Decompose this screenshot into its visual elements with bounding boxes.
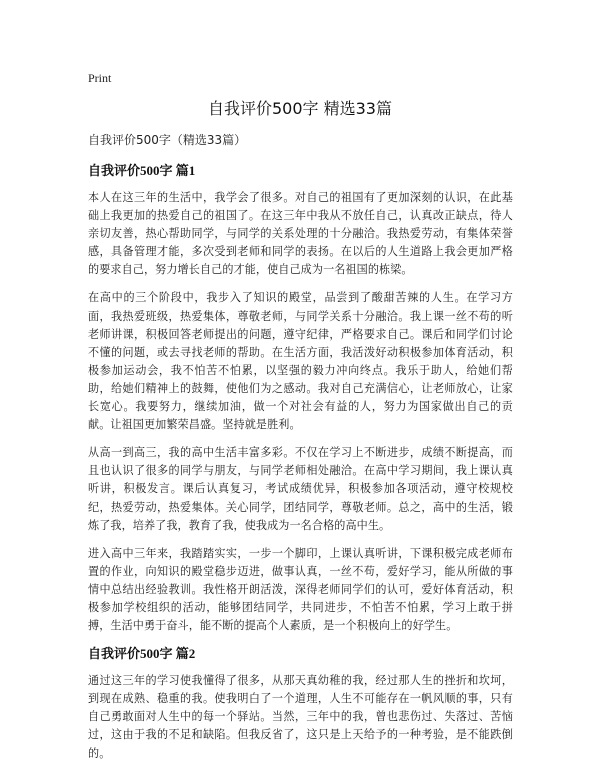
document-subtitle: 自我评价500字（精选33篇） <box>88 133 247 147</box>
section-1 <box>88 162 513 635</box>
section-heading: 自我评价500字 篇1 <box>88 163 196 178</box>
paragraph: 进入高中三年来，我踏踏实实，一步一个脚印，上课认真听讲，下课积极完成老师布置的作业，向知识的殿堂稳步迈进，做事认真，一丝不苟，爱好学习，能从所做的事情中总结出经验教训。我性格开朗活泼，深得老师同学们的认可，爱好体育活动，积极参加学校组织的活动，能够团结同学，共同进步，不怕苦不怕累，学习上敢于拼搏，生活中勇于奋斗，能不断的提高个人素质，是一个积极向上的好学生。 <box>88 546 513 633</box>
document-body <box>88 131 513 773</box>
section-heading: 自我评价500字 篇2 <box>88 646 196 662</box>
paragraph: 从高一到高三，我的高中生活丰富多彩。不仅在学习上不断进步，成绩不断提高，而且也认识了很多的同学与朋友，与同学老师相处融洽。在高中学习期间，我上课认真听讲，积极发言。课后认真复习，考试成绩优异，积极参加各项活动，遵守校规校纪，热爱劳动，热爱集体。关心同学，团结同学，尊敬老师。总之，高中的生活，锻炼了我，培养了我，教育了我，使我成为一名合格的高中生。 <box>88 446 513 532</box>
paragraph: 在高中的三个阶段中，我步入了知识的殿堂，品尝到了酸甜苦辣的人生。在学习方面，我热爱班级，热爱集体，尊敬老师，与同学关系十分融洽。我上课一丝不苟的听老师讲课，积极回答老师提出的问题，遵守纪律，严格要求自己。课后和同学们讨论不懂的问题，或去寻找老师的帮助。在生活方面，我活泼好动积极参加体育活动，积极参加运动会，我不怕苦不怕累，以坚强的毅力冲向终点。我乐于助人，给她们帮助，给她们精神上的鼓舞，使他们为之感动。我对自己充满信心，让老师放心，让家长宽心。我要努力，继续加油，做一个对社会有益的人，努力为国家做出自己的贡献。让祖国更加繁荣昌盛。坚持就是胜利。 <box>88 291 513 432</box>
page-title: 自我评价500字 精选33篇 <box>208 99 392 118</box>
paragraph: 本人在这三年的生活中，我学会了很多。对自己的祖国有了更加深刻的认识，在此基础上我更加的热爱自己的祖国了。在这三年中我从不放任自己，认真改正缺点，待人亲切友善，热心帮助同学，与同学的关系处理的十分融洽。我热爱劳动，有集体荣誉感，具备管理才能，多次受到老师和同学的表扬。在以后的人生道路上我会更加严格的要求自己，努力增长自己的才能，使自己成为一名祖国的栋梁。 <box>88 191 513 277</box>
paragraph: 通过这三年的学习使我懂得了很多，从那天真幼稚的我，经过那人生的挫折和坎坷，到现在成熟、稳重的我。使我明白了一个道理，人生不可能存在一帆风顺的事，只有自己勇敢面对人生中的每一个驿站。当然，三年中的我，曾也悲伤过、失落过、苦恼过，这由于我的不足和缺陷。但我反省了，这只是上天给予的一种考验，是不能跌倒的。 <box>88 674 513 760</box>
print-link[interactable]: Print <box>88 71 112 85</box>
section-2 <box>88 645 513 762</box>
